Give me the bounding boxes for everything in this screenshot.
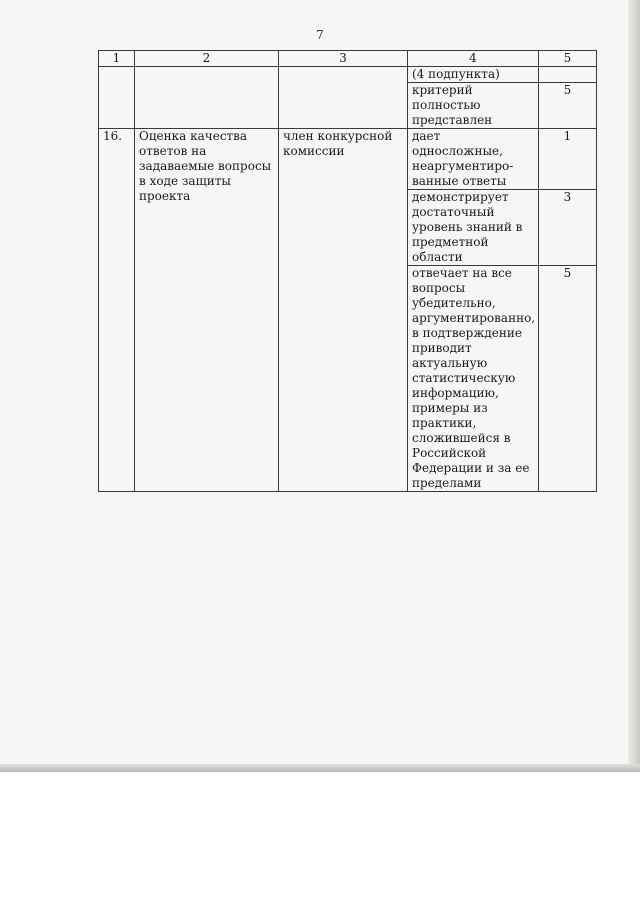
level-description: дает односложные, неаргументиро-ванные ответы xyxy=(408,129,539,190)
level-score: 1 xyxy=(539,129,597,190)
criterion-name: Оценка качества ответов на задаваемые вопросы в ходе защиты проекта xyxy=(135,129,279,492)
criteria-table xyxy=(98,50,597,492)
continuation-cell-3 xyxy=(279,67,408,129)
table-row xyxy=(99,129,597,190)
level-score: 5 xyxy=(539,266,597,492)
table-row xyxy=(99,67,597,83)
scan-bottom-shadow xyxy=(0,764,640,772)
page-number: 7 xyxy=(316,28,324,42)
level-description: демонстрирует достаточный уровень знаний в предметной области xyxy=(408,190,539,266)
evaluator: член конкурсной комиссии xyxy=(279,129,408,492)
level-description: критерий полностью представлен xyxy=(408,83,539,129)
continuation-score-empty xyxy=(539,67,597,83)
scan-edge-shadow xyxy=(628,0,640,772)
header-col-5: 5 xyxy=(539,51,597,67)
level-score: 5 xyxy=(539,83,597,129)
row-number: 16. xyxy=(99,129,135,492)
header-row xyxy=(99,51,597,67)
continuation-cell-1 xyxy=(99,67,135,129)
level-score: 3 xyxy=(539,190,597,266)
header-col-1: 1 xyxy=(99,51,135,67)
header-col-4: 4 xyxy=(408,51,539,67)
continuation-level-text: (4 подпункта) xyxy=(408,67,539,83)
continuation-cell-2 xyxy=(135,67,279,129)
header-col-3: 3 xyxy=(279,51,408,67)
header-col-2: 2 xyxy=(135,51,279,67)
level-description: отвечает на все вопросы убедительно, аргументированно, в подтверждение приводит актуальную статистическую информацию, примеры из практики, сложившейся в Российской Федерации и за ее пределами xyxy=(408,266,539,492)
